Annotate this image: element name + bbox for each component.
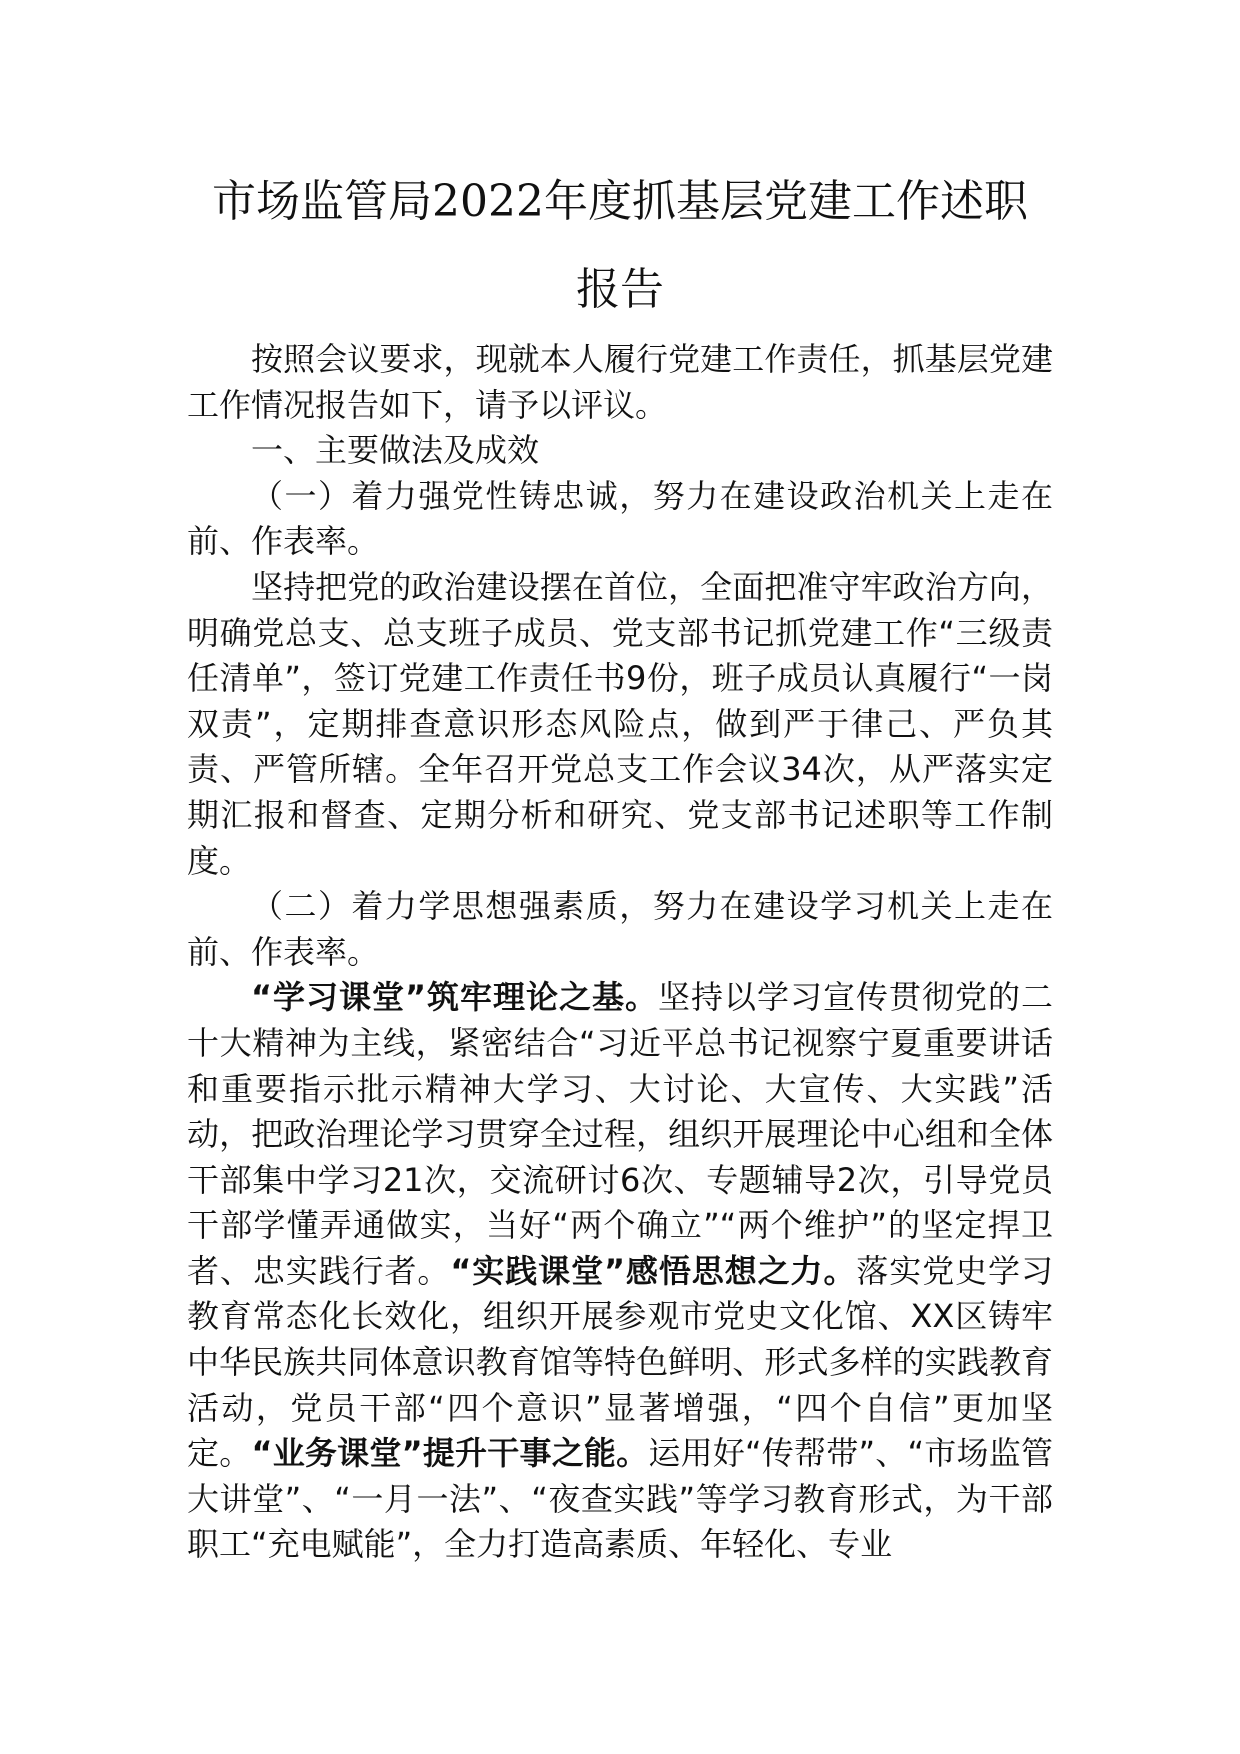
subsection-heading-1: （一）着力强党性铸忠诚，努力在建设政治机关上走在前、作表率。	[187, 476, 1053, 561]
subsection-paragraph-1: 坚持把党的政治建设摆在首位，全面把准守牢政治方向，明确党总支、总支班子成员、党支部书记抓党建工作“三级责任清单”，签订党建工作责任书9份，班子成员认真履行“一岗双责”，定期排查意识形态风险点，做到严于律己、严负其责、严管所辖。全年召开党总支工作会议34次，从严落实定期汇报和督查、定期分析和研究、党支部书记述职等工作制度。	[187, 567, 1053, 880]
intro-paragraph: 按照会议要求，现就本人履行党建工作责任，抓基层党建工作情况报告如下，请予以评议。	[187, 340, 1053, 424]
subsection-heading-2: （二）着力学思想强素质，努力在建设学习机关上走在前、作表率。	[187, 887, 1053, 971]
study-text: 坚持以学习宣传贯彻党的二十大精神为主线，紧密结合“习近平总书记视察宁夏重要讲话和重要指示批示精神大学习、大讨论、大宣传、大实践”活动，把政治理论学习贯穿全过程，组织开展理论中心组和全体干部集中学习21次，交流研讨6次、专题辅导2次，引导党员干部学懂弄通做实，当好“两个确立”“两个维护”的坚定捍卫者、忠实践行者。	[187, 978, 1053, 1290]
bold-lead-practice: “实践课堂”感悟思想之力。	[450, 1251, 857, 1290]
practice-text: 落实党史学习教育常态化长效化，组织开展参观市党史文化馆、XX区铸牢中华民族共同体意识教育馆等特色鲜明、形式多样的实践教育活动，党员干部“四个意识”显著增强，“四个自信”更加坚定。	[187, 1251, 1053, 1473]
subsection-paragraph-2	[187, 975, 1053, 1568]
bold-lead-business: “业务课堂”提升干事之能。	[251, 1434, 649, 1473]
business-text: 运用好“传帮带”、“市场监管大讲堂”、“一月一法”、“夜查实践”等学习教育形式，为干部职工“充电赋能”，全力打造高素质、年轻化、专业	[187, 1434, 1053, 1564]
section-heading: 一、主要做法及成效	[251, 431, 540, 470]
bold-lead-study: “学习课堂”筑牢理论之基。	[251, 978, 659, 1017]
document-title-line2: 报告	[576, 264, 664, 315]
document-body	[187, 337, 1053, 1568]
document-title-line1: 市场监管局2022年度抓基层党建工作述职	[212, 176, 1028, 227]
